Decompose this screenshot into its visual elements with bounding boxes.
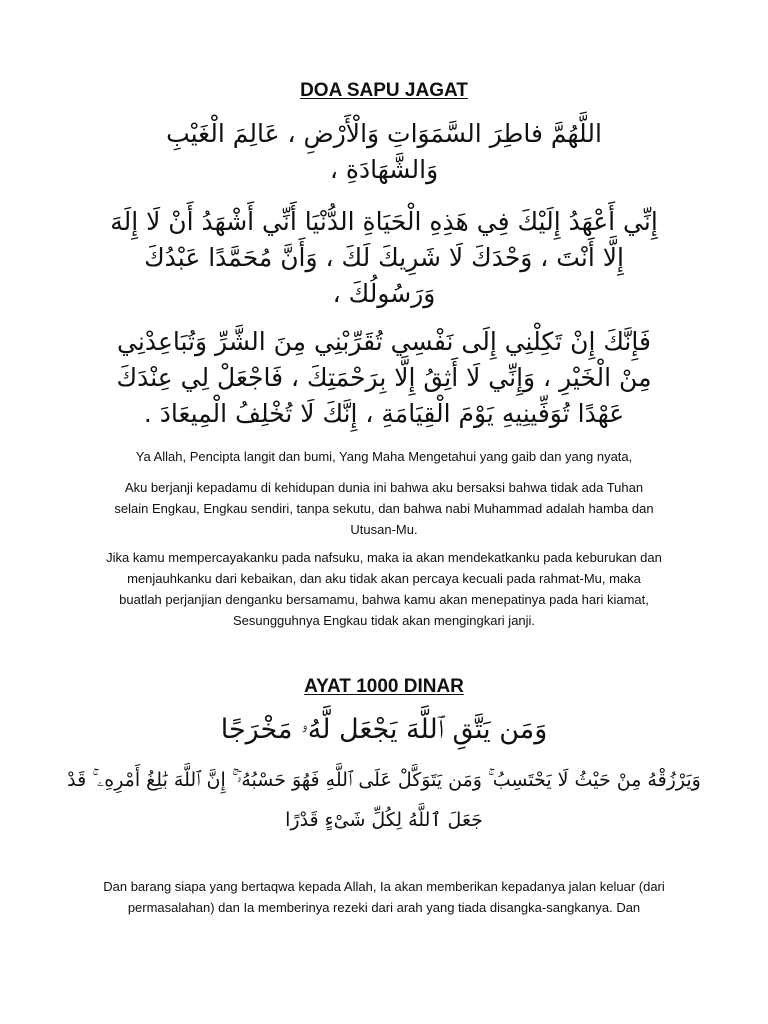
arabic-verse-2 xyxy=(40,760,728,840)
arabic-line: عَهْدًا تُوَفِّينِيهِ يَوْمَ الْقِيَامَةِ ، إِنَّكَ لَا تُخْلِفُ الْمِيعَادَ . xyxy=(143,399,625,428)
translation-line: selain Engkau, Engkau sendiri, tanpa sekutu, dan bahwa nabi Muhammad adalah hamba dan xyxy=(114,501,654,516)
arabic-paragraph-2 xyxy=(40,204,728,312)
translation-paragraph-1 xyxy=(84,446,684,467)
translation-paragraph-ayat xyxy=(64,876,704,918)
translation-line: menjauhkanku dari kebaikan, dan aku tidak akan percaya kecuali pada rahmat-Mu, maka xyxy=(127,571,641,586)
translation-line: Aku berjanji kepadamu di kehidupan dunia ini bahwa aku bersaksi bahwa tidak ada Tuhan xyxy=(124,480,644,495)
arabic-line: اللَّهُمَّ فاطِرَ السَّمَوَاتِ وَالْأَرْضِ ، عَالِمَ الْغَيْبِ xyxy=(166,119,602,148)
arabic-line: وَالشَّهَادَةِ ، xyxy=(329,155,439,184)
translation-line: buatlah perjanjian denganku bersamamu, bahwa kamu akan menepatinya pada hari kiamat, xyxy=(119,592,649,607)
arabic-verse-1 xyxy=(40,712,728,748)
arabic-line: وَيَرْزُقْهُ مِنْ حَيْثُ لَا يَحْتَسِبُ ۚ وَمَن يَتَوَكَّلْ عَلَى ٱللَّهِ فَهُوَ حَسْبُهُۥٓ ۚ إِنَّ ٱللَّهَ بَٰلِغُ أَمْرِهِۦ ۚ قَدْ xyxy=(67,769,701,791)
arabic-line: جَعَلَ ٱللَّهُ لِكُلِّ شَىْءٍ قَدْرًا xyxy=(285,809,483,831)
arabic-paragraph-3 xyxy=(40,324,728,432)
translation-paragraph-3 xyxy=(84,547,684,631)
translation-line: Ya Allah, Pencipta langit dan bumi, Yang Maha Mengetahui yang gaib dan yang nyata, xyxy=(135,449,633,464)
section-title-ayat-1000-dinar: AYAT 1000 DINAR xyxy=(304,676,464,697)
translation-line: Utusan-Mu. xyxy=(350,522,418,537)
section-title-doa-sapu-jagat: DOA SAPU JAGAT xyxy=(300,80,468,101)
translation-line: permasalahan) dan Ia memberinya rezeki dari arah yang tiada disangka-sangkanya. Dan xyxy=(127,900,641,915)
translation-line: Sesungguhnya Engkau tidak akan mengingkari janji. xyxy=(232,613,536,628)
arabic-line: إِنِّي أَعْهَدُ إِلَيْكَ فِي هَذِهِ الْحَيَاةِ الدُّنْيَا أَنِّي أَشْهَدُ أَنْ لَا إِلَهَ xyxy=(110,207,658,236)
arabic-line: فَإِنَّكَ إِنْ تَكِلْنِي إِلَى نَفْسِي تُقَرِّبْنِي مِنَ الشَّرِّ وَتُبَاعِدْنِي xyxy=(117,327,651,356)
arabic-paragraph-1 xyxy=(40,116,728,188)
arabic-line: مِنْ الْخَيْرِ ، وَإِنِّي لَا أَثِقُ إِلَّا بِرَحْمَتِكَ ، فَاجْعَلْ لِي عِنْدَكَ xyxy=(116,363,652,392)
arabic-line: وَرَسُولُكَ ، xyxy=(332,279,436,308)
arabic-line: وَمَن يَتَّقِ ٱللَّهَ يَجْعَل لَّهُۥ مَخْرَجًا xyxy=(220,714,548,745)
translation-line: Dan barang siapa yang bertaqwa kepada Allah, Ia akan memberikan kepadanya jalan keluar (dari xyxy=(103,879,665,894)
arabic-line: إِلَّا أَنْتَ ، وَحْدَكَ لَا شَرِيكَ لَكَ ، وَأَنَّ مُحَمَّدًا عَبْدُكَ xyxy=(144,243,624,272)
translation-line: Jika kamu mempercayakanku pada nafsuku, maka ia akan mendekatkanku pada keburukan dan xyxy=(106,550,662,565)
translation-paragraph-2 xyxy=(84,477,684,540)
